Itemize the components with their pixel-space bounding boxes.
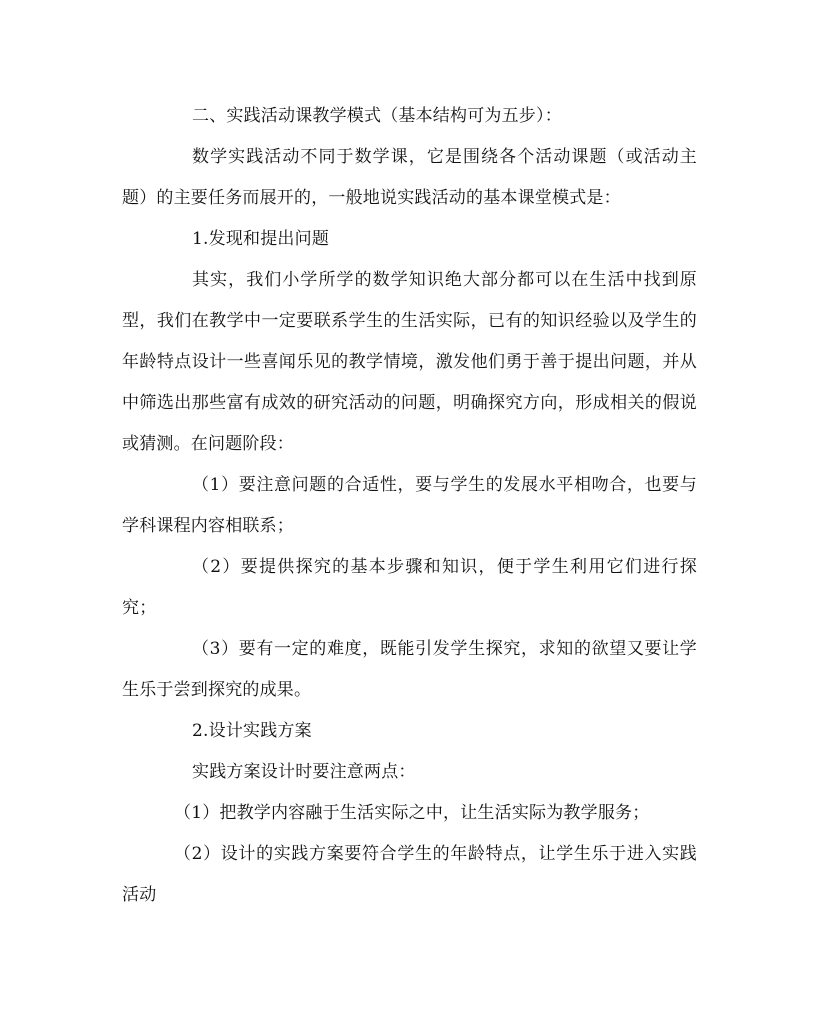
step-1-heading: 1.发现和提出问题 (192, 229, 330, 249)
problem-point-1: （1）要注意问题的合适性，要与学生的发展水平相吻合，也要与学科课程内容相联系； (122, 475, 697, 536)
section-heading: 二、实践活动课教学模式（基本结构可为五步）： (192, 106, 562, 126)
problem-point-3: （3）要有一定的难度，既能引发学生探究，求知的欲望又要让学生乐于尝到探究的成果。 (122, 639, 697, 700)
step-2-intro: 实践方案设计时要注意两点： (192, 762, 416, 782)
intro-paragraph: 数学实践活动不同于数学课，它是围绕各个活动课题（或活动主题）的主要任务而展开的，一般地说实践活动的基本课堂模式是： (122, 147, 697, 208)
step-2-heading: 2.设计实践方案 (192, 721, 312, 741)
problem-point-2: （2）要提供探究的基本步骤和知识，便于学生利用它们进行探究； (122, 557, 697, 618)
step-1-paragraph: 其实，我们小学所学的数学知识绝大部分都可以在生活中找到原型，我们在教学中一定要联系学生的生活实际，已有的知识经验以及学生的年龄特点设计一些喜闻乐见的教学情境，激发他们勇于善于提出问题，并从中筛选出那些富有成效的研究活动的问题，明确探究方向，形成相关的假说或猜测。在问题阶段： (122, 270, 697, 454)
design-point-2: （2）设计的实践方案要符合学生的年龄特点，让学生乐于进入实践活动 (122, 844, 697, 905)
design-point-1: （1）把教学内容融于生活实际之中，让生活实际为教学服务； (174, 803, 650, 823)
